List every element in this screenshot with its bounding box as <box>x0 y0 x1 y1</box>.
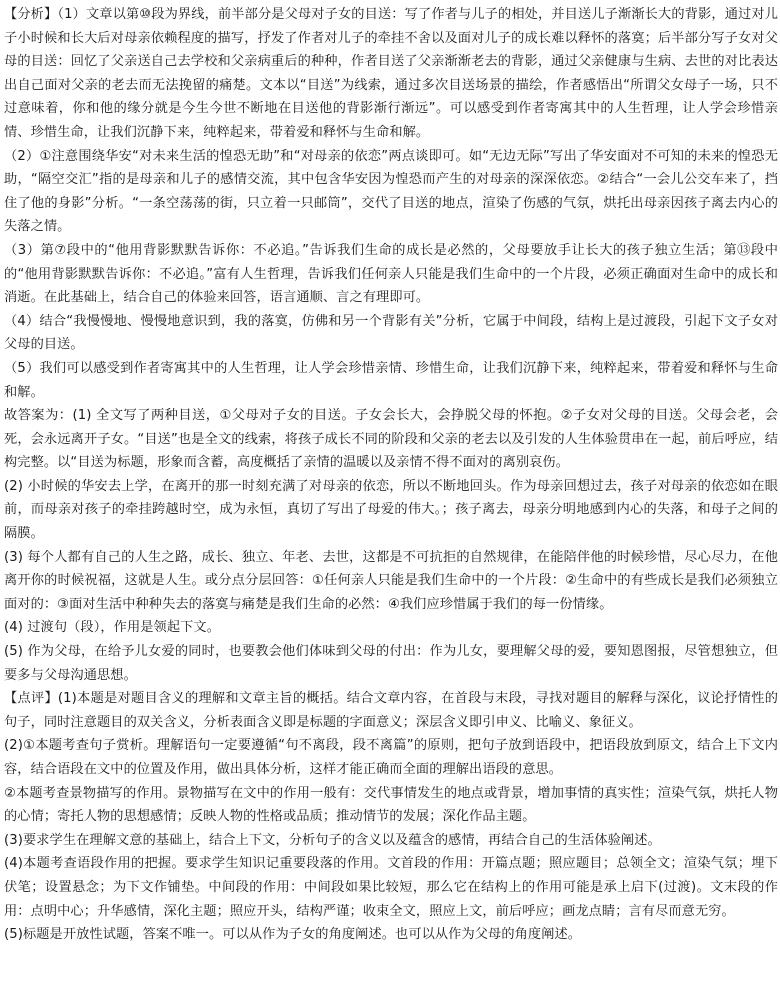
answer-paragraph-2: (2) 小时候的华安去上学，在离开的那一时刻充满了对母亲的依恋，所以不断地回头。作为母亲回想过去，孩子对母亲的依恋如在眼前，而母亲对孩子的牵挂跨越时空，成为永恒，真切了写出了母爱的伟大。；孩子离去，母亲分明地感到内心的失落，和母子之间的隔膜。 <box>4 478 778 542</box>
comment-paragraph-2: (2)①本题考查句子赏析。理解语句一定要遵循“句不离段，段不离篇”的原则，把句子放到语段中，把语段放到原文，结合上下文内容，结合语段在文中的位置及作用，做出具体分析，这样才能正确而全面的理解出语段的意思。 <box>4 738 778 777</box>
comment-paragraph-1: 【点评】(1)本题是对题目含义的理解和文章主旨的概括。结合文章内容，在首段与末段，寻找对题目的解释与深化，议论抒情性的句子，同时注意题目的双关含义，分析表面含义即是标题的字面意义；深层含义即引申义、比喻义、象征义。 <box>4 691 778 730</box>
analysis-paragraph-5: （5）我们可以感受到作者寄寓其中的人生哲理，让人学会珍惜亲情、珍惜生命，让我们沉静下来，纯粹起来，带着爱和释怀与生命和解。 <box>4 360 778 400</box>
comment-paragraph-5: (4)本题考查语段作用的把握。要求学生知识记重要段落的作用。文首段的作用：开篇点题；照应题目；总领全文；渲染气氛；埋下伏笔；设置悬念；为下文作铺垫。中间段的作用：中间段如果比较短，那么它在结构上的作用可能是承上启下(过渡)。文末段的作用：点明中心；升华感情，深化主题；照应开头，结构严谨；收束全文，照应上文，前后呼应；画龙点睛；言有尽而意无穷。 <box>4 856 778 919</box>
answer-paragraph-1: 故答案为：(1) 全文写了两种目送，①父母对子女的目送。子女会长大，会挣脱父母的怀抱。②子女对父母的目送。父母会老，会死，会永远离开子女。“目送”也是全文的线索，将孩子成长不同的阶段和父亲的老去以及引发的人生体验贯串在一起，前后呼应，结构完整。以“目送为标题，形象而含蓄，高度概括了亲情的温暖以及亲情不得不面对的离别哀伤。 <box>4 408 778 471</box>
analysis-paragraph-3: （3）第⑦段中的“他用背影默默告诉你：不必追。”告诉我们生命的成长是必然的，父母要放手让长大的孩子独立生活；第⑬段中的“他用背影默默告诉你：不必追。”富有人生哲理，告诉我们任何亲人只能是我们生命中的一个片段，必须正确面对生命中的成长和消逝。在此基础上，结合自己的体验来回答，语言通顺、言之有理即可。 <box>4 242 778 306</box>
answer-paragraph-3: (3) 每个人都有自己的人生之路，成长、独立、年老、去世，这都是不可抗拒的自然规律，在能陪伴他的时候珍惜，尽心尽力，在他离开你的时候祝福，这就是人生。或分点分层回答：①任何亲人只能是我们生命中的一个片段：②生命中的有些成长是我们必须独立面对的：③面对生活中种种失去的落寞与痛楚是我们生命的必然：④我们应珍惜属于我们的每一份情缘。 <box>4 549 778 612</box>
comment-paragraph-6: (5)标题是开放性试题，答案不唯一。可以从作为子女的角度阐述。也可以从作为父母的角度阐述。 <box>4 927 582 943</box>
analysis-paragraph-2: （2）①注意围绕华安“对未来生活的惶恐无助”和“对母亲的依恋”两点谈即可。如“无边无际”写出了华安面对不可知的未来的惶恐无助，“隔空交汇”指的是母亲和儿子的感情交流，其中包含华安因为惶恐而产生的对母亲的深深依恋。②结合“一会儿公交车来了，挡住了他的身影”分析。“一条空荡荡的街，只立着一只邮筒”，交代了目送的地点，渲染了伤感的气氛，烘托出母亲因孩子离去内心的失落之情。 <box>4 148 778 235</box>
analysis-paragraph-4: （4）结合“我慢慢地、慢慢地意识到，我的落寞，仿佛和另一个背影有关”分析，它属于中间段，结构上是过渡段，引起下文子女对父母的目送。 <box>4 313 778 353</box>
comment-paragraph-3: ②本题考查景物描写的作用。景物描写在文中的作用一般有：交代事情发生的地点或背景，增加事情的真实性；渲染气氛，烘托人物的心情；寄托人物的思想感情；反映人物的性格或品质；推动情节的发展；深化作品主题。 <box>4 785 778 825</box>
analysis-paragraph-1: 【分析】（1）文章以第⑩段为界线，前半部分是父母对子女的目送：写了作者与儿子的相处，并目送儿子渐渐长大的背影，通过对儿子小时候和长大后对母亲依赖程度的描写，抒发了作者对儿子的牵挂不舍以及面对儿子的成长难以释怀的落寞；后半部分写子女对父母的目送：回忆了父亲送自己去学校和父亲病重后的种种，作者目送了父亲渐渐老去的背影，通过父亲健康与生病、去世的对比表达出自己面对父亲的老去而无法挽留的痛楚。文本以“目送”为线索，通过多次目送场景的描绘，作者感悟出“所谓父女母子一场，只不过意味着，你和他的缘分就是今生今世不断地在目送他的背影渐行渐远”。可以感受到作者寄寓其中的人生哲理，让人学会珍惜亲情、珍惜生命，让我们沉静下来，纯粹起来，带着爱和释怀与生命和解。 <box>4 7 778 140</box>
answer-paragraph-5: (5) 作为父母，在给予儿女爱的同时，也要教会他们体味到父母的付出：作为儿女，要理解父母的爱，要知恩图报，尽管想独立，但要多与父母沟通思想。 <box>4 644 778 683</box>
comment-paragraph-4: (3)要求学生在理解文意的基础上，结合上下文，分析句子的含义以及蕴含的感情，再结合自己的生活体验阐述。 <box>4 832 661 848</box>
answer-paragraph-4: (4) 过渡句（段），作用是领起下文。 <box>4 620 220 636</box>
